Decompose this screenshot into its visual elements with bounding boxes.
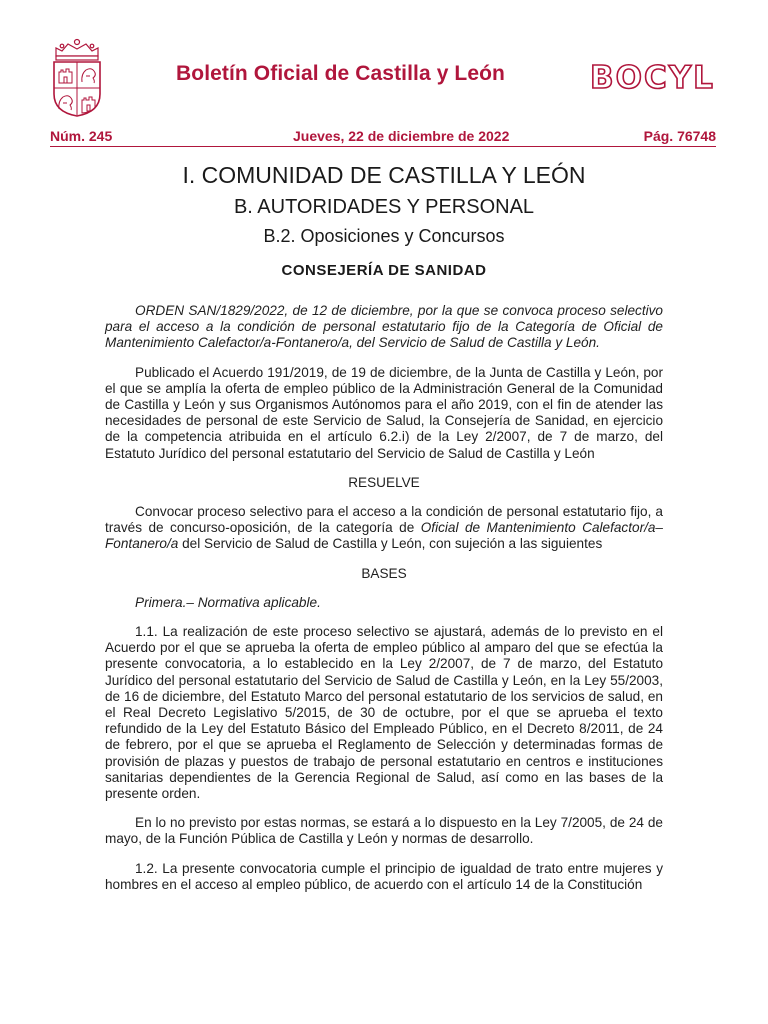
bulletin-title: Boletín Oficial de Castilla y León — [176, 62, 505, 85]
page-number: Pág. 76748 — [643, 128, 716, 144]
convoke-text-1: Convocar proceso selectivo para el acceso a la condición de personal estatutario fijo, a través de concurso-oposición, de la categoría de — [105, 504, 663, 536]
paragraph-1-2: 1.2. La presente convocatoria cumple el principio de igualdad de trato entre mujeres y hombres en el acceso al empleo público, de acuerdo con el artículo 14 de la Constitución — [105, 860, 663, 892]
base-primera-heading: Primera.– Normativa aplicable. — [135, 594, 321, 610]
paragraph-no-previsto: En lo no previsto por estas normas, se estará a lo dispuesto en la Ley 7/2005, de 24 de mayo, de la Función Pública de Castilla y León y normas de desarrollo. — [105, 815, 663, 847]
section-level3: B.2. Oposiciones y Concursos — [263, 226, 505, 246]
convoke-paragraph — [105, 504, 663, 553]
castilla-leon-crest-icon — [50, 36, 104, 118]
issue-date: Jueves, 22 de diciembre de 2022 — [293, 128, 510, 144]
header-divider — [50, 146, 716, 147]
convoke-category: Oficial de Mantenimiento Calefactor/a–Fontanero/a — [105, 520, 663, 552]
bases-heading: BASES — [361, 565, 407, 581]
bocyl-logo: BOCYL — [590, 60, 715, 96]
section-level1: I. COMUNIDAD DE CASTILLA Y LEÓN — [182, 162, 586, 188]
resuelve-heading: RESUELVE — [348, 474, 420, 490]
intro-paragraph: Publicado el Acuerdo 191/2019, de 19 de diciembre, de la Junta de Castilla y León, por el que se amplía la oferta de empleo público de la Administración General de la Comunidad de Castilla y León y sus Organismos Autónomos para el año 2019, con el fin de atender las necesidades de personal de este Servicio de Salud, la Consejería de Sanidad, en ejercicio de la competencia atribuida en el artículo 6.2.i) de la Ley 2/2007, de 7 de marzo, del Estatuto Jurídico del personal estatutario del Servicio de Salud de Castilla y León — [105, 364, 663, 461]
order-title: ORDEN SAN/1829/2022, de 12 de diciembre, por la que se convoca proceso selectivo para el acceso a la condición de personal estatutario fijo de la Categoría de Oficial de Mantenimiento Calefactor/a-Fontanero/a, del Servicio de Salud de Castilla y León. — [105, 303, 663, 351]
paragraph-1-1: 1.1. La realización de este proceso selectivo se ajustará, además de lo previsto en el Acuerdo por el que se aprueba la oferta de empleo público al amparo del que se efectúa la presente convocatoria, a lo establecido en la Ley 2/2007, de 7 de marzo, del Estatuto Jurídico del personal estatutario del Servicio de Salud de Castilla y León, en la Ley 55/2003, de 16 de diciembre, del Estatuto Marco del personal estatutario de los servicios de salud, en el Real Decreto Legislativo 5/2015, de 30 de octubre, por el que se aprueba el texto refundido de la Ley del Estatuto Básico del Empleado Público, en el Decreto 8/2011, de 24 de febrero, por el que se aprueba el Reglamento de Selección y determinadas formas de provisión de plazas y puestos de trabajo de personal estatutario en centros e instituciones sanitarias dependientes de la Gerencia Regional de Salud, así como en las bases de la presente orden. — [105, 624, 663, 802]
department-heading: CONSEJERÍA DE SANIDAD — [281, 262, 487, 279]
convoke-text-2: del Servicio de Salud de Castilla y León, con sujeción a las siguientes — [178, 536, 603, 552]
issue-number: Núm. 245 — [50, 128, 113, 144]
document-body — [105, 303, 663, 906]
section-level2: B. AUTORIDADES Y PERSONAL — [233, 196, 535, 218]
bulletin-header — [0, 0, 768, 144]
